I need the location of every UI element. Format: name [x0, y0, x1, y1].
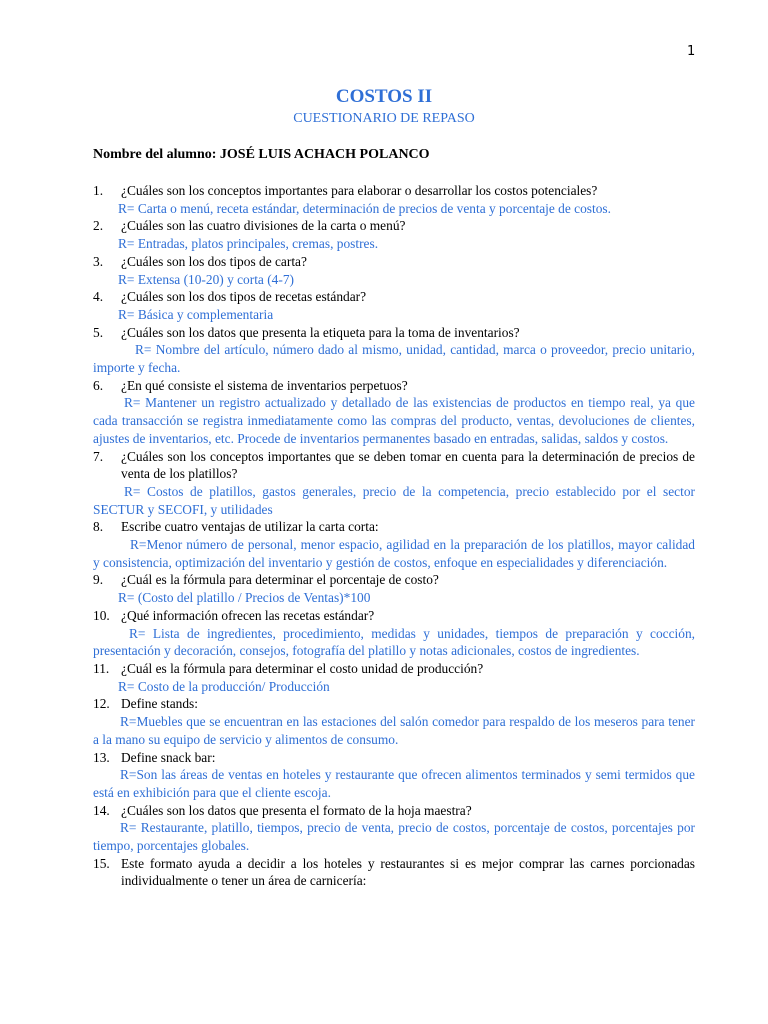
question-item — [93, 749, 695, 767]
question-item — [93, 802, 695, 820]
question-number: 13. — [93, 749, 110, 765]
question-item — [93, 217, 695, 235]
answer-text: R= Costo de la producción/ Producción — [118, 678, 330, 694]
question-text: Define stands: — [121, 696, 198, 712]
question-text: ¿Cuáles son las cuatro divisiones de la carta o menú? — [121, 218, 406, 234]
question-text: Define snack bar: — [121, 749, 216, 765]
question-item — [93, 660, 695, 678]
question-item — [93, 324, 695, 342]
question-number: 8. — [93, 519, 104, 535]
question-list — [93, 182, 695, 890]
question-number: 1. — [93, 183, 104, 198]
answer-text: R= Básica y complementaria — [118, 306, 274, 322]
question-item — [93, 253, 695, 271]
document-subtitle: CUESTIONARIO DE REPASO — [293, 111, 475, 126]
question-item — [93, 695, 695, 713]
answer-text: R= Extensa (10-20) y corta (4-7) — [118, 271, 294, 287]
question-text: ¿En qué consiste el sistema de inventarios perpetuos? — [121, 377, 408, 393]
question-text: Escribe cuatro ventajas de utilizar la carta corta: — [121, 519, 379, 535]
question-text: ¿Cuáles son los dos tipos de carta? — [121, 253, 307, 269]
question-number: 2. — [93, 218, 104, 234]
question-text: ¿Cuál es la fórmula para determinar el costo unidad de producción? — [121, 660, 484, 676]
answer-text: R= Carta o menú, receta estándar, determinación de precios de venta y porcentaje de costos. — [118, 200, 611, 216]
question-item — [93, 571, 695, 589]
question-number: 5. — [93, 324, 104, 340]
question-item — [93, 448, 695, 483]
answer-text: R= Mantener un registro actualizado y detallado de las existencias de productos en tiempo real, ya que cada transacción se registra inmediatamente como las compras del producto, ventas, devoluciones de clientes, ajustes de inventarios, etc. Procede de inventarios permanentes basado en entradas, salidas, saldos y costos. — [93, 395, 695, 446]
answer-text: R=Menor número de personal, menor espacio, agilidad en la preparación de los platillos, mayor calidad y consistencia, optimización del inventario y gestión de costos, enfoque en especialidades y diferenciación. — [93, 537, 695, 570]
question-text: ¿Cuál es la fórmula para determinar el porcentaje de costo? — [121, 572, 439, 588]
question-text: ¿Cuáles son los dos tipos de recetas estándar? — [121, 289, 367, 305]
answer-text: R= Restaurante, platillo, tiempos, precio de venta, precio de costos, porcentaje de costos, porcentajes por tiempo, porcentajes globales. — [93, 820, 695, 854]
answer-text: R= Nombre del artículo, número dado al mismo, unidad, cantidad, marca o proveedor, precio unitario, importe y fecha. — [93, 342, 695, 376]
question-item — [93, 518, 695, 536]
question-item — [93, 182, 695, 200]
question-number: 9. — [93, 572, 104, 588]
question-text: ¿Cuáles son los datos que presenta la etiqueta para la toma de inventarios? — [121, 324, 520, 340]
question-text: ¿Qué información ofrecen las recetas estándar? — [121, 607, 375, 623]
answer-text: R=Muebles que se encuentran en las estaciones del salón comedor para respaldo de los meseros para tener a la mano su equipo de servicio y alimentos de consumo. — [93, 714, 695, 747]
question-number: 4. — [93, 289, 104, 305]
question-number: 3. — [93, 253, 104, 269]
page-number: 1 — [687, 44, 696, 59]
question-item — [93, 607, 695, 625]
answer-text: R= (Costo del platillo / Precios de Ventas)*100 — [118, 590, 371, 606]
question-item — [93, 288, 695, 306]
question-number: 15. — [93, 855, 110, 871]
question-text: Este formato ayuda a decidir a los hoteles y restaurantes si es mejor comprar las carnes porcionadas individualmente o tener un área de carnicería: — [121, 855, 695, 889]
document-title: COSTOS II — [335, 86, 433, 107]
question-text: ¿Cuáles son los conceptos importantes para elaborar o desarrollar los costos potenciales? — [121, 183, 598, 198]
question-text: ¿Cuáles son los datos que presenta el formato de la hoja maestra? — [121, 802, 472, 818]
question-number: 11. — [93, 660, 110, 676]
student-name: Nombre del alumno: JOSÉ LUIS ACHACH POLANCO — [93, 147, 430, 162]
question-item — [93, 377, 695, 395]
question-number: 14. — [93, 802, 110, 818]
answer-text: R=Son las áreas de ventas en hoteles y restaurante que ofrecen alimentos terminados y semi termidos que está en exhibición para que el cliente escoja. — [93, 767, 695, 800]
question-number: 12. — [93, 696, 110, 712]
question-number: 7. — [93, 448, 104, 464]
answer-text: R= Lista de ingredientes, procedimiento, medidas y unidades, tiempos de preparación y cocción, presentación y decoración, consejos, fotografía del platillo y notas adicionales, costos de ingredientes. — [93, 625, 695, 659]
question-number: 6. — [93, 377, 104, 393]
question-number: 10. — [93, 607, 110, 623]
question-item — [93, 855, 695, 890]
question-text: ¿Cuáles son los conceptos importantes que se deben tomar en cuenta para la determinación de precios de venta de los platillos? — [121, 448, 695, 482]
answer-text: R= Costos de platillos, gastos generales, precio de la competencia, precio establecido por el sector SECTUR y SECOFI, y utilidades — [93, 483, 695, 517]
answer-text: R= Entradas, platos principales, cremas, postres. — [118, 236, 379, 252]
